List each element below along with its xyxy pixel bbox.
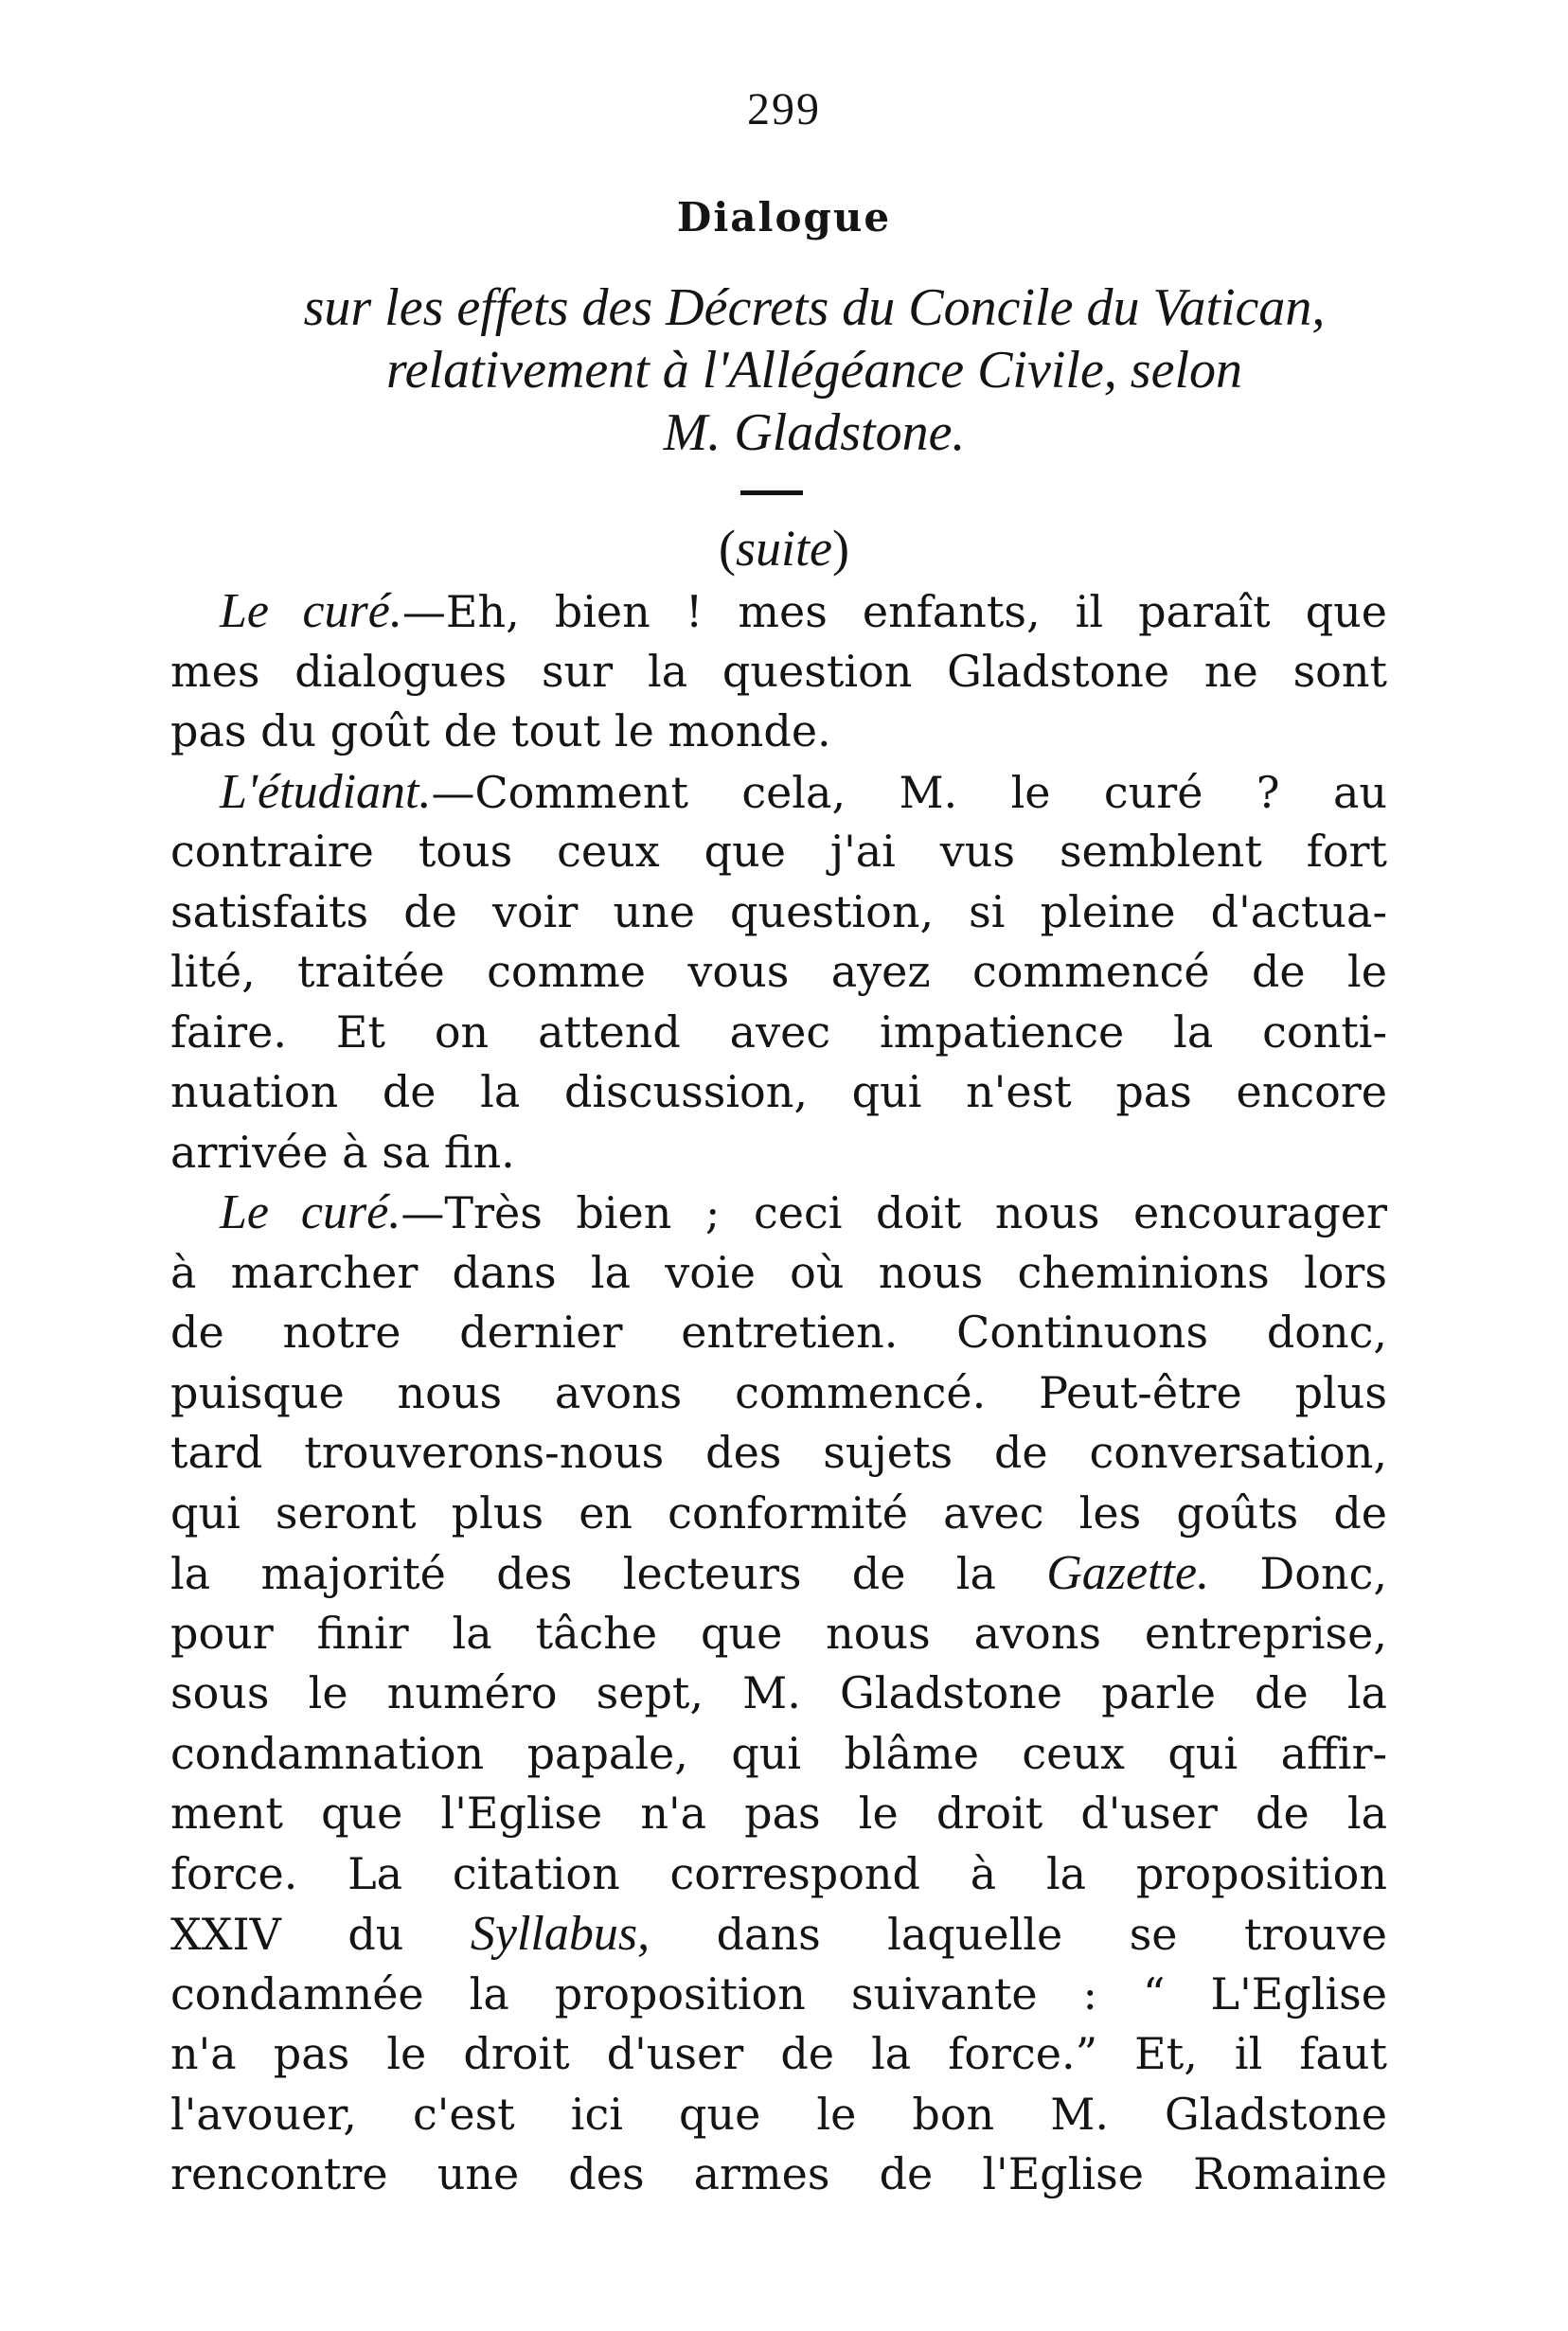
text-line (170, 1003, 1387, 1063)
line-text: pas du goût de tout le monde. (170, 705, 831, 756)
line-text: tard trouverons-nous des sujets de conversation, (170, 1427, 1387, 1478)
line-text: faire. Et on attend avec impatience la conti- (170, 1005, 1387, 1058)
text-line (170, 1543, 1387, 1604)
line-text: de notre dernier entretien. Continuons donc, (170, 1307, 1387, 1358)
line-text: —Comment cela, M. le curé ? au (431, 766, 1387, 818)
separator-rule (740, 490, 803, 495)
text-line (170, 1363, 1387, 1424)
text-line (170, 1784, 1387, 1844)
line-text: ment que l'Eglise n'a pas le droit d'user de la (170, 1788, 1387, 1839)
italic-title: Gazette. (1046, 1546, 1210, 1600)
line-text: condamnée la proposition suivante : “ L'Eglise (170, 1967, 1387, 2020)
line-text: —Eh, bien ! mes enfants, il paraît que (401, 586, 1387, 637)
line-text: à marcher dans la voie où nous cheminions lors (170, 1246, 1387, 1298)
text-line (170, 2085, 1387, 2145)
page-number: 299 (747, 84, 821, 134)
text-line (170, 882, 1387, 943)
line-text: lité, traitée comme vous ayez commencé de le (170, 946, 1387, 997)
speaker-name: L'étudiant. (220, 764, 432, 819)
text-line (170, 1062, 1387, 1123)
text-line (170, 1604, 1387, 1664)
continuation-label: (suite) (719, 520, 849, 577)
line-text-after: Donc, (1209, 1548, 1387, 1599)
line-text: la majorité des lecteurs de la (170, 1548, 1047, 1599)
text-line (170, 2024, 1387, 2085)
text-line (170, 1183, 1387, 1243)
line-text: l'avouer, c'est ici que le bon M. Gladstone (170, 2088, 1387, 2140)
text-line (170, 1965, 1387, 2025)
section-subtitle (161, 276, 1468, 464)
line-text: pour finir la tâche que nous avons entreprise, (170, 1607, 1387, 1659)
speaker-name: Le curé. (220, 1185, 401, 1239)
text-line (170, 1123, 1387, 1183)
text-line (170, 642, 1387, 703)
text-line (170, 702, 1387, 762)
text-line (170, 1904, 1387, 1965)
line-text: rencontre une des armes de l'Eglise Romaine (170, 2148, 1387, 2199)
line-text: condamnation papale, qui blâme ceux qui affir- (170, 1727, 1387, 1779)
text-line (170, 1664, 1387, 1724)
text-line (170, 822, 1387, 882)
italic-title: Syllabus, (470, 1907, 650, 1961)
text-line (170, 1303, 1387, 1363)
subtitle-line: M. Gladstone. (663, 403, 966, 462)
line-text: puisque nous avons commencé. Peut-être plus (170, 1366, 1387, 1418)
text-line (170, 1844, 1387, 1905)
line-text: sous le numéro sept, M. Gladstone parle de la (170, 1667, 1387, 1718)
line-text: force. La citation correspond à la proposition (170, 1847, 1387, 1899)
suite-word: suite (736, 520, 832, 577)
line-text: n'a pas le droit d'user de la force.” Et, il faut (170, 2028, 1387, 2079)
line-text: qui seront plus en conformité avec les goûts de (170, 1486, 1387, 1539)
text-line (170, 1484, 1387, 1544)
line-text: mes dialogues sur la question Gladstone ne sont (170, 645, 1387, 697)
section-heading: Dialogue (676, 194, 892, 240)
text-line (170, 581, 1387, 642)
text-line (170, 1243, 1387, 1304)
line-text: satisfaits de voir une question, si pleine d'actua- (170, 885, 1387, 937)
line-text: nuation de la discussion, qui n'est pas encore (170, 1066, 1387, 1117)
line-text: XXIV du (170, 1909, 471, 1960)
dialogue-body (170, 581, 1387, 2205)
subtitle-line: relativement à l'Allégéance Civile, selon (385, 341, 1243, 400)
speaker-name: Le curé. (220, 584, 402, 638)
line-text: arrivée à sa fin. (170, 1126, 515, 1178)
text-line (170, 2144, 1387, 2205)
line-text: —Très bien ; ceci doit nous encourager (401, 1187, 1387, 1238)
text-line (170, 1423, 1387, 1484)
line-text: contraire tous ceux que j'ai vus semblent fort (170, 826, 1387, 877)
text-line (170, 942, 1387, 1003)
text-line (170, 1724, 1387, 1785)
subtitle-line: sur les effets des Décrets du Concile du Vatican, (303, 278, 1326, 337)
line-text-after: dans laquelle se trouve (650, 1909, 1387, 1960)
text-line (170, 762, 1387, 823)
